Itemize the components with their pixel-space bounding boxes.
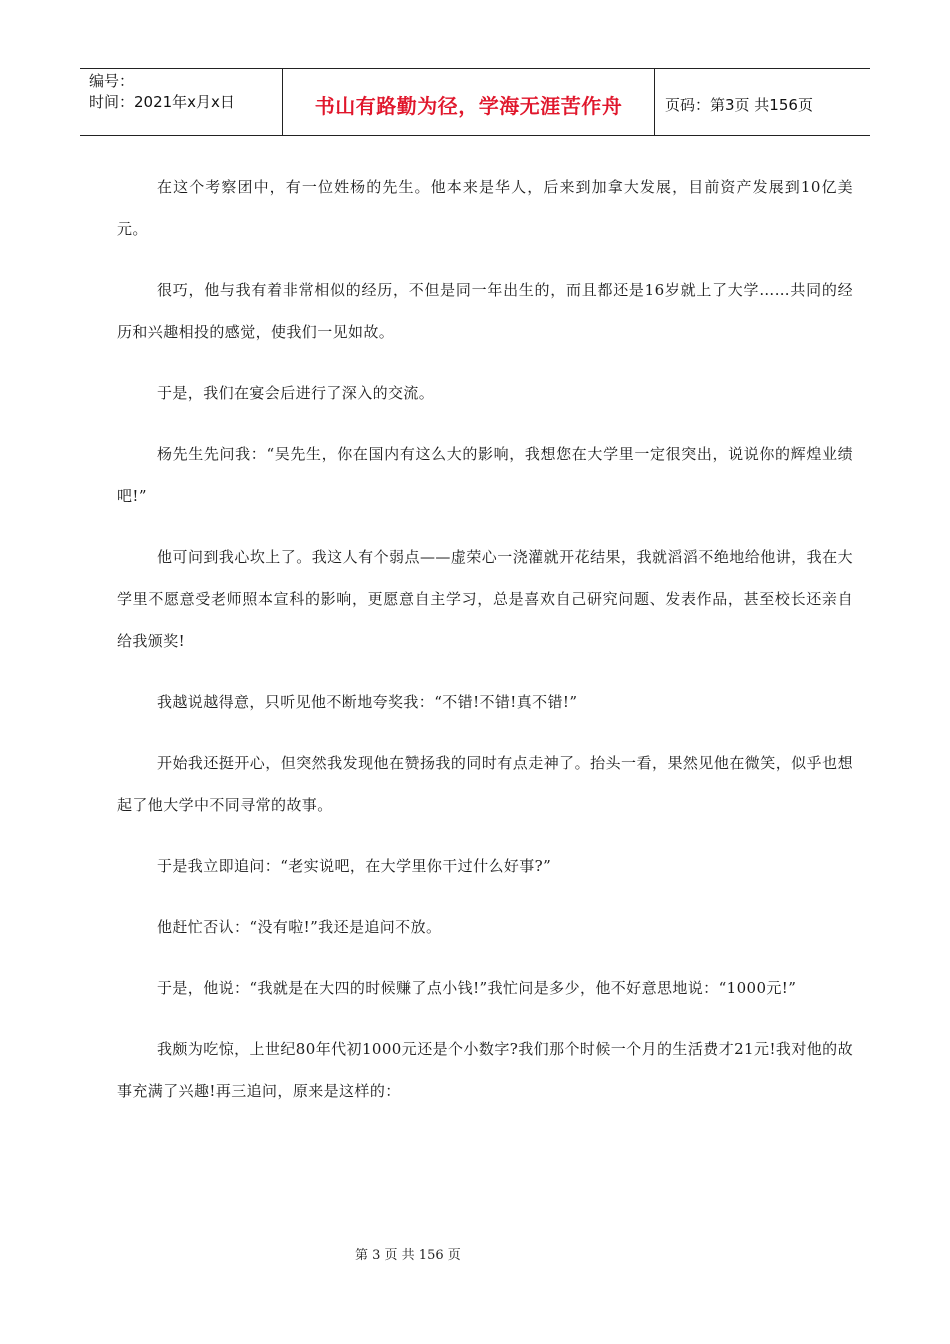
header-motto: 书山有路勤为径，学海无涯苦作舟 [314,93,623,118]
paragraph: 他可问到我心坎上了。我这人有个弱点——虚荣心一浇灌就开花结果，我就滔滔不绝地给他讲，我在大学里不愿意受老师照本宣科的影响，更愿意自主学习，总是喜欢自己研究问题、发表作品，甚至校长还亲自给我颁奖! [117,548,853,650]
paragraph: 杨先生先问我：“吴先生，你在国内有这么大的影响，我想您在大学里一定很突出，说说你的辉煌业绩吧!” [117,445,853,505]
paragraph: 我越说越得意，只听见他不断地夸奖我：“不错!不错!真不错!” [157,693,578,711]
header-meta-cell [80,69,282,135]
paragraph: 于是，我们在宴会后进行了深入的交流。 [157,384,435,402]
paragraph: 他赶忙否认：“没有啦!”我还是追问不放。 [157,918,442,936]
header-page-cell [655,69,870,135]
paragraph: 于是我立即追问：“老实说吧，在大学里你干过什么好事?” [157,857,552,875]
paragraph: 在这个考察团中，有一位姓杨的先生。他本来是华人，后来到加拿大发展，目前资产发展到10亿美元。 [117,178,853,238]
document-body [117,166,853,1131]
header-page-info: 页码：第3页 共156页 [665,95,813,114]
paragraph: 开始我还挺开心，但突然我发现他在赞扬我的同时有点走神了。抬头一看，果然见他在微笑，似乎也想起了他大学中不同寻常的故事。 [117,754,853,814]
page-footer: 第 3 页 共 156 页 [355,1248,461,1263]
serial-number-label: 编号： [89,72,135,90]
paragraph: 很巧，他与我有着非常相似的经历，不但是同一年出生的，而且都还是16岁就上了大学……共同的经历和兴趣相投的感觉，使我们一见如故。 [117,281,853,341]
header-motto-cell [282,69,655,135]
paragraph: 于是，他说：“我就是在大四的时候赚了点小钱!”我忙问是多少，他不好意思地说：“1000元!” [157,979,797,997]
date-label: 时间：2021年x月x日 [89,93,235,111]
document-header [80,68,870,136]
paragraph: 我颇为吃惊，上世纪80年代初1000元还是个小数字?我们那个时候一个月的生活费才21元!我对他的故事充满了兴趣!再三追问，原来是这样的： [117,1040,853,1100]
